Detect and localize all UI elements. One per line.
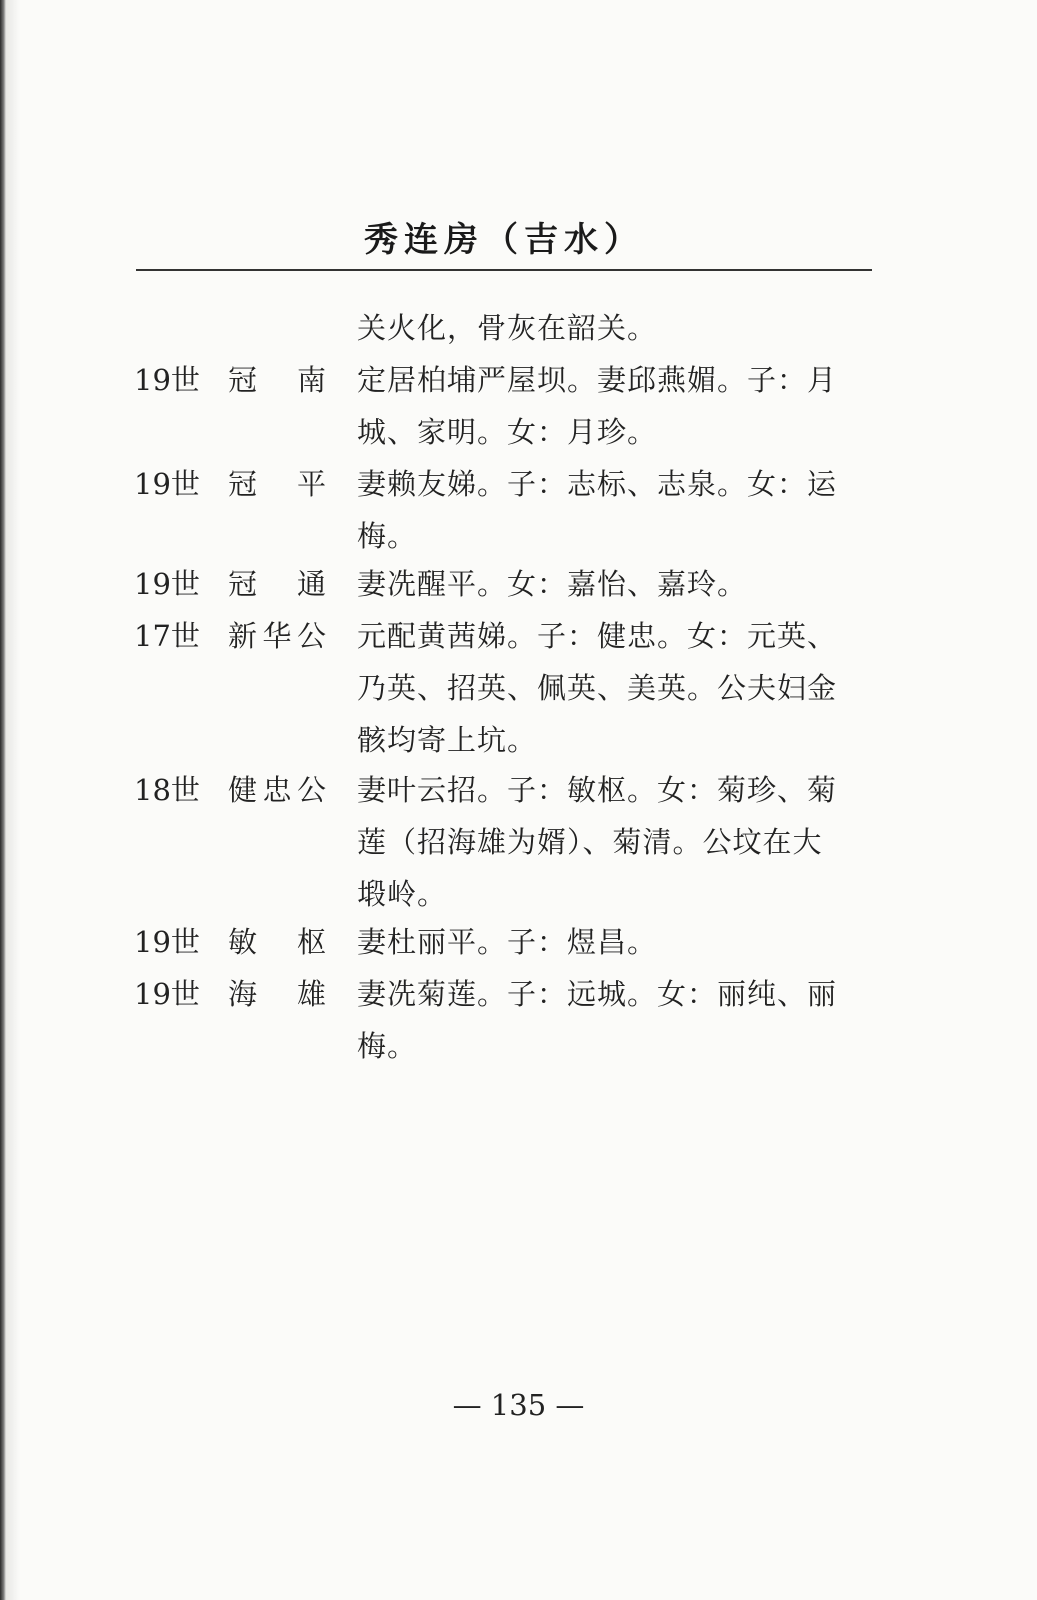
entry-text — [357, 968, 872, 1072]
entry-line: 妻冼菊莲。子：远城。女：丽纯、丽 — [357, 977, 838, 1011]
entry-line: 元配黄茜娣。子：健忠。女：元英、 — [357, 619, 838, 653]
entry-text — [357, 458, 872, 562]
running-head: 秀连房（吉水） — [364, 220, 644, 260]
entry-line: 莲（招海雄为婿）、菊清。公坟在大 — [357, 825, 823, 859]
entry-generation: 19世 — [134, 977, 200, 1011]
page-number: — 135 — — [452, 1388, 585, 1422]
entry-text — [357, 354, 872, 458]
entry-name: 新华公 — [228, 619, 326, 653]
page-gutter-shadow — [6, 0, 20, 1600]
entry-text — [357, 558, 872, 610]
entry-line: 妻赖友娣。子：志标、志泉。女：运 — [357, 467, 838, 501]
entry-name: 冠 平 — [228, 467, 326, 501]
entry-line: 妻冼醒平。女：嘉怡、嘉玲。 — [357, 567, 748, 601]
entry-generation: 19世 — [134, 925, 200, 959]
entry-name: 海 雄 — [228, 977, 326, 1011]
entry-text — [357, 302, 872, 354]
header-rule — [136, 269, 872, 271]
entry-text — [357, 764, 872, 920]
entry-line: 妻杜丽平。子：煜昌。 — [357, 925, 658, 959]
entry-name: 敏 枢 — [228, 925, 326, 959]
entry-line: 关火化，骨灰在韶关。 — [357, 311, 658, 345]
entry-line: 骸均寄上坑。 — [357, 723, 538, 757]
entry-name: 健忠公 — [228, 773, 326, 807]
entry-line: 定居柏埔严屋坝。妻邱燕媚。子：月 — [357, 363, 838, 397]
entry-generation: 17世 — [134, 619, 200, 653]
entry-line: 乃英、招英、佩英、美英。公夫妇金 — [357, 671, 838, 705]
entry-generation: 19世 — [134, 363, 200, 397]
entry-line: 梅。 — [357, 1029, 418, 1063]
entry-text — [357, 610, 872, 766]
entry-generation: 18世 — [134, 773, 200, 807]
entry-line: 塅岭。 — [357, 877, 448, 911]
entry-line: 妻叶云招。子：敏枢。女：菊珍、菊 — [357, 773, 838, 807]
entry-generation: 19世 — [134, 567, 200, 601]
entry-line: 城、家明。女：月珍。 — [357, 415, 658, 449]
entry-line: 梅。 — [357, 519, 418, 553]
entry-name: 冠 南 — [228, 363, 326, 397]
entry-text — [357, 916, 872, 968]
entry-name: 冠 通 — [228, 567, 326, 601]
entry-generation: 19世 — [134, 467, 200, 501]
